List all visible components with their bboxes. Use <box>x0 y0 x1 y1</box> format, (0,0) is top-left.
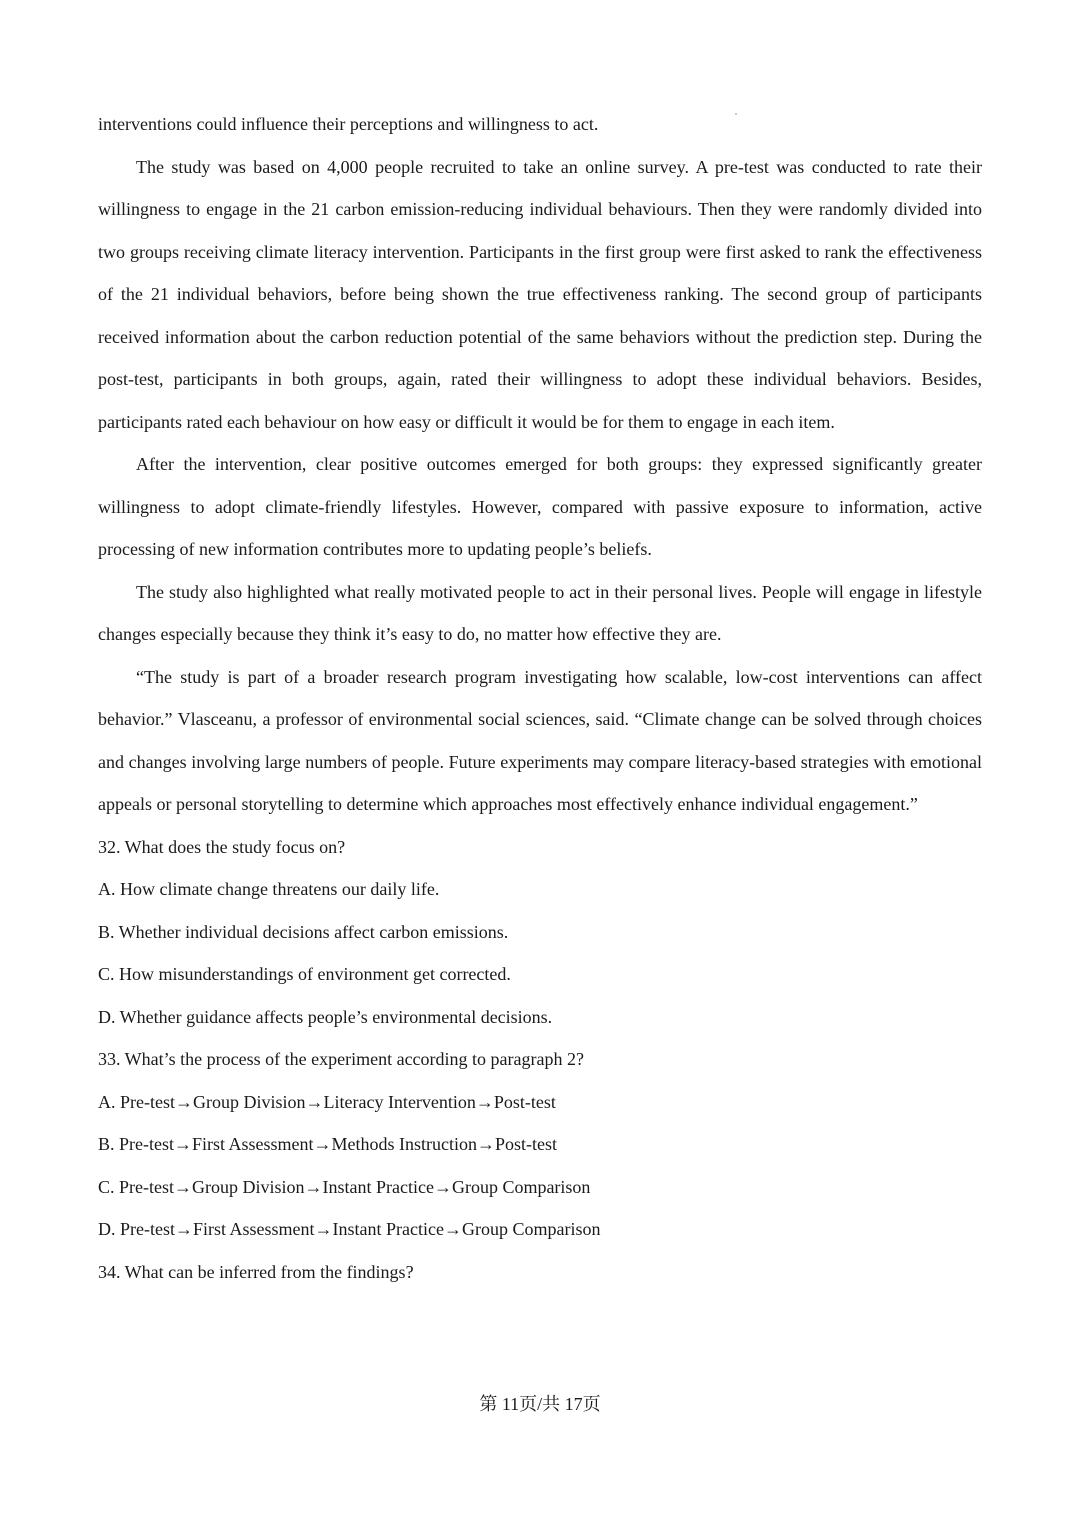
document-page <box>98 103 982 1293</box>
passage-paragraph-5: “The study is part of a broader research program investigating how scalable, low-cost interventions can affect behavior.” Vlasceanu, a professor of environmental social sciences, said. “Climate change can be solved through choices and changes involving large numbers of people. Future experiments may compare literacy-based strategies with emotional appeals or personal storytelling to determine which approaches most effectively enhance individual engagement.” <box>98 666 982 814</box>
page-footer: 第 11页/共 17页 <box>479 1394 601 1414</box>
question-33-option-b: B. Pre-test→First Assessment→Methods Instruction→Post-test <box>98 1134 557 1154</box>
question-32-option-b: B. Whether individual decisions affect carbon emissions. <box>98 921 509 942</box>
question-34-stem: 34. What can be inferred from the findings? <box>98 1261 414 1282</box>
passage-paragraph-3: After the intervention, clear positive outcomes emerged for both groups: they expressed significantly greater willingness to adopt climate-friendly lifestyles. However, compared with passive exposure to information, active processing of new information contributes more to updating people’s beliefs. <box>98 454 982 559</box>
passage-paragraph-2: The study was based on 4,000 people recruited to take an online survey. A pre-test was conducted to rate their willingness to engage in the 21 carbon emission-reducing individual behaviours. Then they were randomly divided into two groups receiving climate literacy intervention. Participants in the first group were first asked to rank the effectiveness of the 21 individual behaviors, before being shown the true effectiveness ranking. The second group of participants received information about the carbon reduction potential of the same behaviors without the prediction step. During the post-test, participants in both groups, again, rated their willingness to adopt these individual behaviors. Besides, participants rated each behaviour on how easy or difficult it would be for them to engage in each item. <box>98 156 982 432</box>
question-32-option-c: C. How misunderstandings of environment get corrected. <box>98 964 511 984</box>
question-33-stem: 33. What’s the process of the experiment according to paragraph 2? <box>98 1049 584 1069</box>
question-33-option-d: D. Pre-test→First Assessment→Instant Practice→Group Comparison <box>98 1219 601 1239</box>
passage-paragraph-4: The study also highlighted what really motivated people to act in their personal lives. People will engage in lifestyle changes especially because they think it’s easy to do, no matter how effective they are. <box>98 581 982 644</box>
question-33-option-c: C. Pre-test→Group Division→Instant Practice→Group Comparison <box>98 1176 591 1197</box>
question-32-stem: 32. What does the study focus on? <box>98 836 346 857</box>
passage-fragment: interventions could influence their perceptions and willingness to act. <box>98 114 599 134</box>
question-33-option-a: A. Pre-test→Group Division→Literacy Intervention→Post-test <box>98 1091 556 1112</box>
question-32-option-d: D. Whether guidance affects people’s environmental decisions. <box>98 1006 553 1027</box>
question-32-option-a: A. How climate change threatens our daily life. <box>98 879 440 899</box>
